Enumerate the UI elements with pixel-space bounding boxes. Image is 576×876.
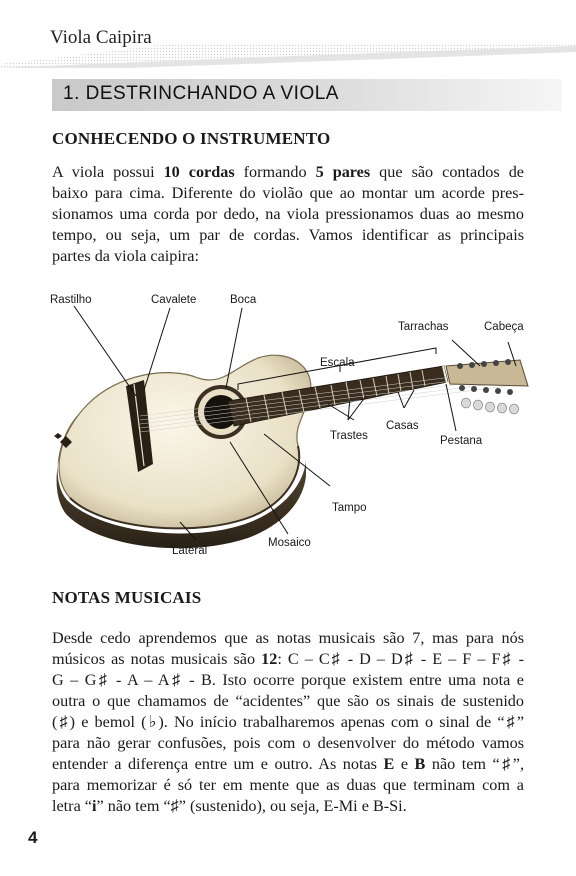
subheading-notes: NOTAS MUSICAIS: [52, 588, 202, 607]
paragraph-line: para memorizar é só ter em mente que as duas que terminam com a: [52, 776, 524, 794]
section-title-bar: [52, 79, 562, 111]
paragraph-line: entender a diferença entre um e outro. As notas E e B não tem “♯”,: [52, 755, 524, 773]
label-mosaico: Mosaico: [268, 537, 311, 549]
instrument-paragraph: [52, 162, 524, 267]
label-cabeca: Cabeça: [484, 321, 524, 333]
paragraph-line: partes da viola caipira:: [52, 247, 199, 265]
paragraph-line: G – G♯ - A – A♯ - B. Isto ocorre porque existem entre uma nota e: [52, 671, 524, 689]
label-pestana: Pestana: [440, 435, 483, 447]
notes-paragraph: [52, 628, 524, 817]
label-tarrachas: Tarrachas: [398, 321, 449, 333]
body-top: [59, 355, 311, 528]
running-header-title: Viola Caipira: [50, 27, 152, 48]
viola-diagram: [48, 286, 538, 561]
label-boca: Boca: [230, 294, 257, 306]
label-escala: Escala: [320, 357, 355, 369]
label-lateral: Lateral: [172, 545, 208, 557]
header-decoration: [0, 44, 576, 68]
subheading-instrument: CONHECENDO O INSTRUMENTO: [52, 129, 331, 148]
section-title: 1. DESTRINCHANDO A VIOLA: [63, 83, 339, 104]
label-trastes: Trastes: [330, 430, 368, 442]
label-cavalete: Cavalete: [151, 294, 197, 306]
page-header: [0, 0, 576, 64]
label-rastilho: Rastilho: [50, 294, 92, 306]
paragraph-line: para não gerar confusões, pois com o desenvolver do método vamos: [52, 734, 524, 752]
paragraph-line: (♯) e bemol (♭). No início trabalharemos apenas com o sinal de “♯”: [52, 713, 524, 731]
paragraph-line: letra “i” não tem “♯” (sustenido), ou seja, E-Mi e B-Si.: [52, 797, 407, 815]
paragraph-line: outra o que chamamos de “acidentes” que são os sinais de sustenido: [52, 692, 524, 710]
paragraph-line: músicos as notas musicais são 12: C – C♯ - D – D♯ - E – F – F♯ -: [52, 650, 524, 668]
label-casas: Casas: [386, 420, 419, 432]
paragraph-line: Desde cedo aprendemos que as notas musicais são 7, mas para nós: [52, 629, 524, 647]
page-number: 4: [28, 828, 38, 847]
paragraph-line: tempo, ou seja, um par de cordas. Vamos identificar as principais: [52, 226, 524, 244]
paragraph-line: A viola possui 10 cordas formando 5 pares que são contados de: [52, 163, 524, 181]
paragraph-line: sionamos uma corda por dedo, na viola pressionamos duas ao mesmo: [52, 205, 524, 223]
label-tampo: Tampo: [332, 502, 367, 514]
paragraph-line: baixo para cima. Diferente do violão que ao montar um acorde pres-: [52, 184, 524, 202]
